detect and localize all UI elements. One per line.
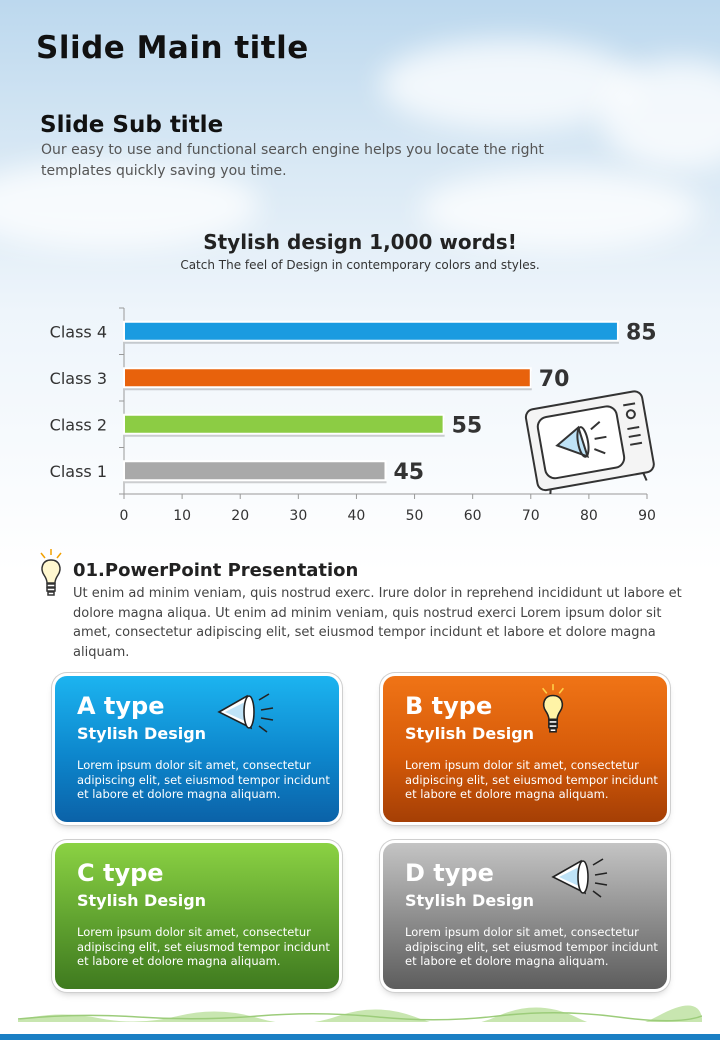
bar — [124, 368, 531, 387]
data-label: 85 — [625, 320, 657, 346]
slide-sub-title: Slide Sub title — [40, 112, 224, 138]
card-tagline: Stylish Design — [405, 891, 535, 910]
megaphone-icon — [547, 853, 611, 899]
card-name: D type — [405, 859, 494, 887]
card-name: B type — [405, 692, 493, 720]
card-name: C type — [77, 859, 164, 887]
x-tick-label: 50 — [405, 508, 424, 524]
lightbulb-icon — [36, 547, 66, 601]
data-label: 55 — [451, 413, 483, 439]
x-tick-label: 10 — [173, 508, 192, 524]
x-tick-label: 60 — [463, 508, 482, 524]
bar — [124, 415, 444, 434]
slide-main-title: Slide Main title — [36, 30, 309, 66]
bar — [124, 461, 386, 480]
lightbulb-icon — [535, 682, 571, 738]
television-megaphone-icon — [518, 378, 658, 494]
bar — [124, 322, 618, 341]
data-label: 45 — [393, 459, 425, 485]
x-tick-label: 90 — [638, 508, 656, 524]
x-tick-label: 70 — [521, 508, 540, 524]
chart-subtitle: Catch The feel of Design in contemporary colors and styles. — [180, 258, 540, 272]
card-text: Lorem ipsum dolor sit amet, consectetur adipiscing elit, set eiusmod tempor incidunt et labore et dolore magna aliquam. — [77, 925, 330, 968]
card-b-type — [383, 676, 667, 822]
megaphone-icon — [213, 688, 277, 734]
x-tick-label: 30 — [289, 508, 308, 524]
x-tick-label: 0 — [119, 508, 129, 524]
x-tick-label: 40 — [347, 508, 366, 524]
card-d-type — [383, 843, 667, 989]
card-a-type — [55, 676, 339, 822]
category-label: Class 1 — [49, 461, 107, 481]
card-tagline: Stylish Design — [405, 724, 535, 743]
card-tagline: Stylish Design — [77, 724, 207, 743]
card-text: Lorem ipsum dolor sit amet, consectetur adipiscing elit, set eiusmod tempor incidunt et labore et dolore magna aliquam. — [405, 925, 658, 968]
category-label: Class 3 — [49, 368, 107, 388]
grass-decoration — [18, 1004, 702, 1022]
footer-bar — [0, 1034, 720, 1040]
card-c-type — [55, 843, 339, 989]
card-tagline: Stylish Design — [77, 891, 207, 910]
presentation-description: Ut enim ad minim veniam, quis nostrud exerc. Irure dolor in reprehend incididunt ut labore et dolore magna aliqua. Ut enim ad minim veniam, quis nostrud exerci Lorem ipsum dolor sit amet, consectetur adipiscing elit, set eiusmod tempor incidunt et labore et dolore magna aliquam. — [73, 586, 682, 660]
data-label: 70 — [538, 366, 570, 392]
category-label: Class 2 — [49, 415, 107, 435]
card-name: A type — [77, 692, 165, 720]
card-text: Lorem ipsum dolor sit amet, consectetur adipiscing elit, set eiusmod tempor incidunt et labore et dolore magna aliquam. — [77, 758, 330, 801]
x-tick-label: 80 — [579, 508, 598, 524]
category-label: Class 4 — [49, 322, 107, 342]
presentation-title: 01.PowerPoint Presentation — [73, 560, 359, 581]
slide-sub-description: Our easy to use and functional search engine helps you locate the right templates quickly saving you time. — [41, 142, 544, 179]
x-tick-label: 20 — [231, 508, 250, 524]
chart-title: Stylish design 1,000 words! — [203, 230, 517, 254]
card-text: Lorem ipsum dolor sit amet, consectetur adipiscing elit, set eiusmod tempor incidunt et labore et dolore magna aliquam. — [405, 758, 658, 801]
